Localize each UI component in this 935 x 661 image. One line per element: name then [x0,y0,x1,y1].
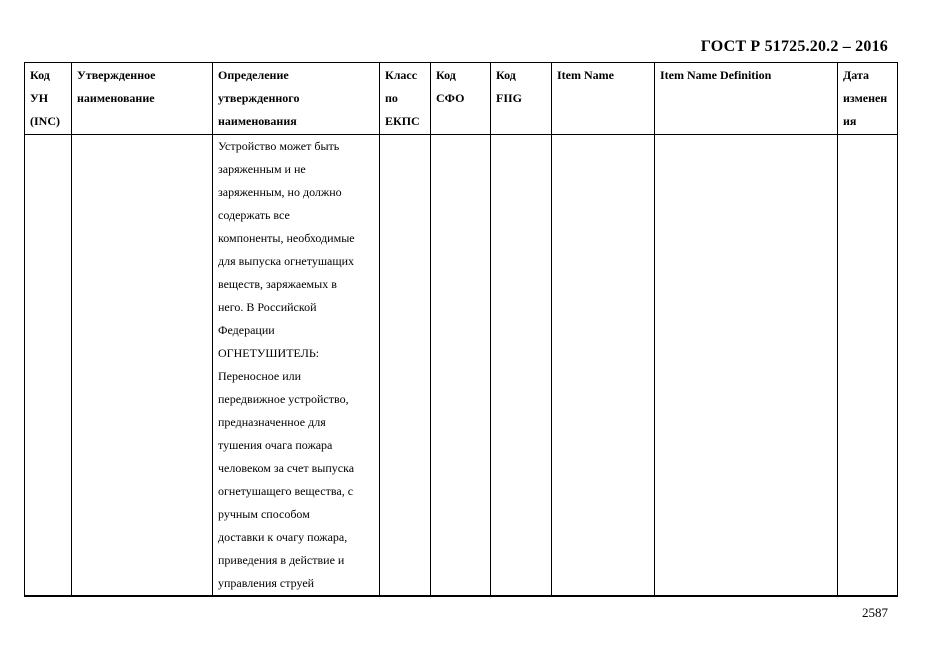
cell-approved-name [72,135,213,597]
cell-sfo [431,135,491,597]
cell-item-name [552,135,655,597]
col-header-approved-name: Утвержденное наименование [72,63,213,135]
cell-item-name-definition [655,135,838,597]
document-code: ГОСТ Р 51725.20.2 – 2016 [700,38,888,55]
cell-definition: Устройство может быть заряженным и не заряженным, но должно содержать все компоненты, необходимые для выпуска огнетушащих веществ, заряжаемых в него. В Российской Федерации ОГНЕТУШИТЕЛЬ: Переносное или передвижное устройство, предназначенное для тушения очага пожара человеком за счет выпуска огнетушащего вещества, с ручным способом доставки к очагу пожара, приведения в действие и управления струей [213,135,380,597]
cell-fiig [491,135,552,597]
col-header-item-name: Item Name [552,63,655,135]
cell-change-date [838,135,898,597]
col-header-item-name-definition: Item Name Definition [655,63,838,135]
header-row [25,63,898,135]
col-header-sfo: Код СФО [431,63,491,135]
col-header-inc: Код УН (INC) [25,63,72,135]
col-header-change-date: Дата изменен ия [838,63,898,135]
nomenclature-table [24,62,898,597]
page-number: 2587 [862,605,888,620]
table-row [25,135,898,597]
col-header-definition: Определение утвержденного наименования [213,63,380,135]
col-header-fiig: Код FIIG [491,63,552,135]
col-header-ekps: Класс по ЕКПС [380,63,431,135]
cell-inc [25,135,72,597]
cell-ekps [380,135,431,597]
